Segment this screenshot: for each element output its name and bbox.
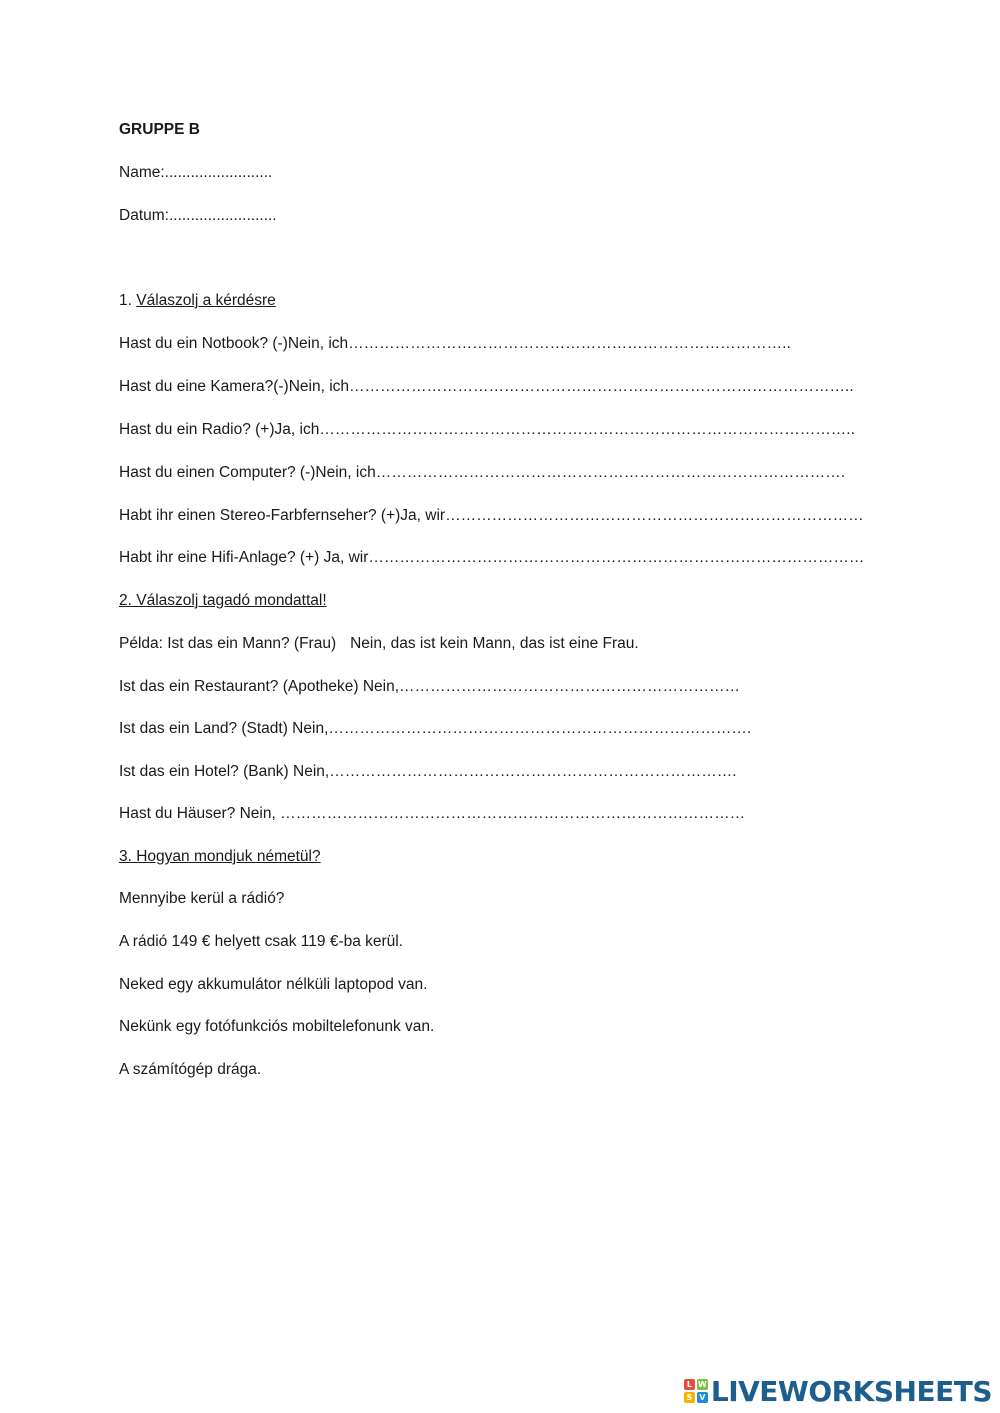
group-title: GRUPPE B bbox=[119, 121, 200, 138]
question-3-3: Neked egy akkumulátor nélküli laptopod van. bbox=[119, 976, 428, 993]
liveworksheets-logo bbox=[684, 1375, 992, 1407]
example-question: Példa: Ist das ein Mann? (Frau) bbox=[119, 635, 337, 652]
example-line bbox=[119, 634, 639, 654]
date-field[interactable]: Datum:......................... bbox=[119, 207, 277, 224]
logo-tile: W bbox=[697, 1380, 707, 1389]
question-3-5: A számítógép drága. bbox=[119, 1061, 262, 1078]
question-2-1[interactable]: Ist das ein Restaurant? (Apotheke) Nein,………………………………………………………… bbox=[119, 678, 741, 695]
question-2-4[interactable]: Hast du Häuser? Nein, ……………………………………………………………………………… bbox=[119, 805, 746, 822]
question-2-2[interactable]: Ist das ein Land? (Stadt) Nein,………………………………………………………………………. bbox=[119, 720, 752, 737]
question-1-4[interactable]: Hast du einen Computer? (-)Nein, ich………………………………………………………………………………. bbox=[119, 464, 846, 481]
question-1-6[interactable]: Habt ihr eine Hifi-Anlage? (+) Ja, wir…………………………………………………………………………………… bbox=[119, 549, 865, 566]
liveworksheets-logo-text: LIVEWORKSHEETS bbox=[710, 1374, 992, 1408]
question-1-5[interactable]: Habt ihr einen Stereo-Farbfernseher? (+)Ja, wir……………………………………………………………………… bbox=[119, 507, 864, 524]
question-3-4: Nekünk egy fotófunkciós mobiltelefonunk van. bbox=[119, 1018, 435, 1035]
section-3-title: 3. Hogyan mondjuk németül? bbox=[119, 848, 321, 865]
name-field[interactable]: Name:......................... bbox=[119, 164, 273, 181]
example-answer: Nein, das ist kein Mann, das ist eine Frau. bbox=[350, 635, 639, 652]
section-1-title: Válaszolj a kérdésre bbox=[136, 292, 276, 309]
logo-tile: L bbox=[684, 1379, 695, 1390]
question-1-2[interactable]: Hast du eine Kamera?(-)Nein, ich…………………………………………………………………………………….. bbox=[119, 378, 854, 395]
question-3-1: Mennyibe kerül a rádió? bbox=[119, 890, 285, 907]
section-1-heading bbox=[119, 291, 276, 311]
logo-tile: S bbox=[684, 1392, 695, 1403]
question-1-3[interactable]: Hast du ein Radio? (+)Ja, ich………………………………………………………………………………………….. bbox=[119, 421, 855, 438]
question-1-1[interactable]: Hast du ein Notbook? (-)Nein, ich………………………………………………………………………….. bbox=[119, 335, 791, 352]
question-3-2: A rádió 149 € helyett csak 119 €-ba kerül. bbox=[119, 933, 404, 950]
logo-tile: V bbox=[697, 1392, 708, 1403]
section-1-number: 1. bbox=[119, 292, 137, 309]
liveworksheets-logo-icon bbox=[684, 1379, 708, 1403]
question-2-3[interactable]: Ist das ein Hotel? (Bank) Nein,……………………………………………………………………. bbox=[119, 763, 737, 780]
section-2-title: 2. Válaszolj tagadó mondattal! bbox=[119, 592, 327, 609]
